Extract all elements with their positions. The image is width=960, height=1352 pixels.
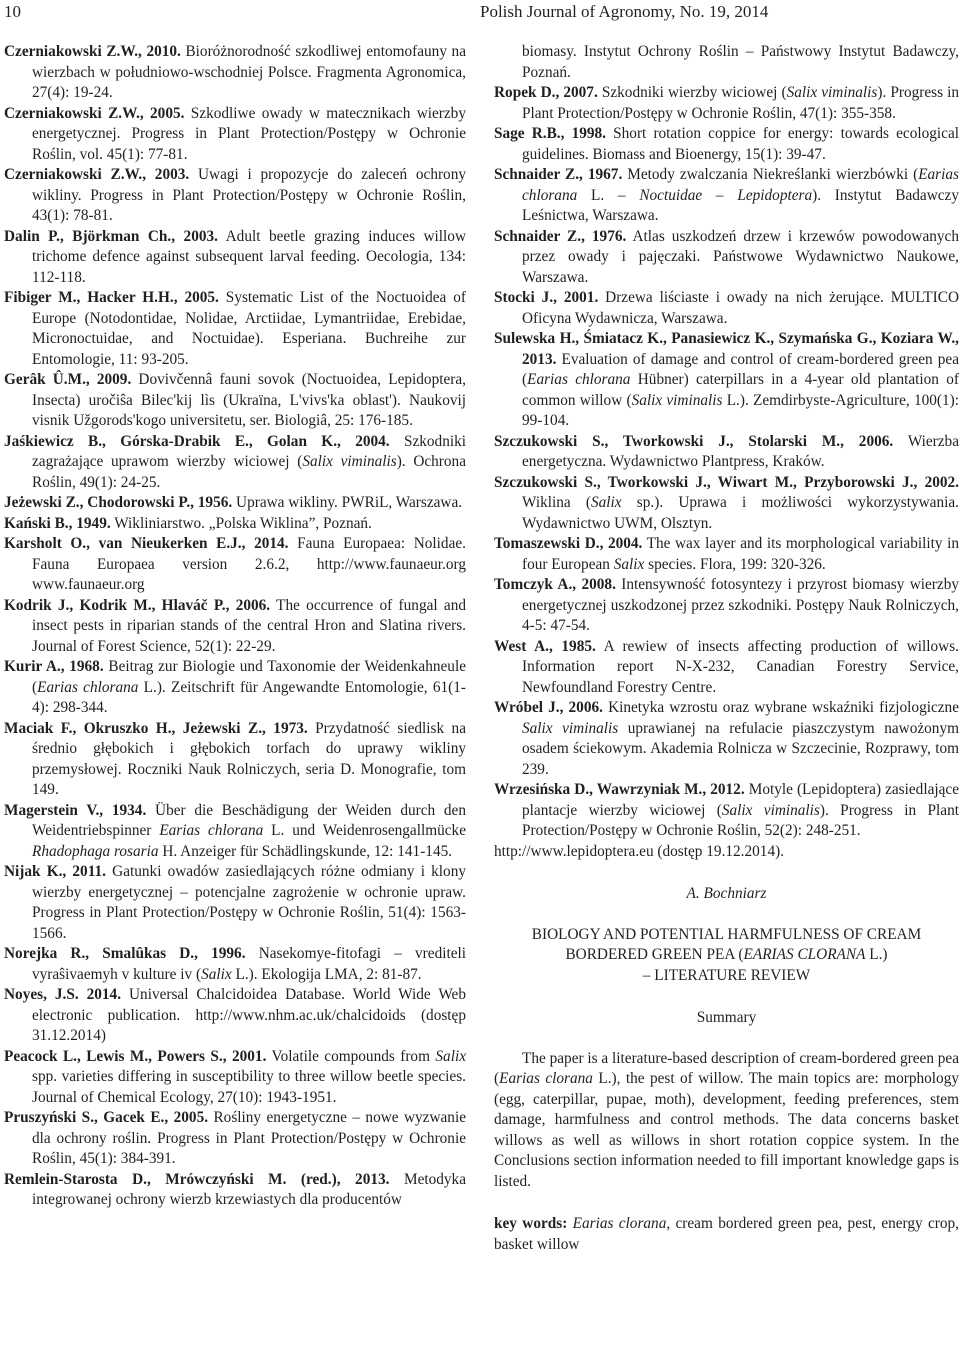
reference-entry: Sage R.B., 1998. Short rotation coppice for energy: towards ecological guidelines. Biomass and Bioenergy, 15(1): 39-47. [494, 125, 959, 163]
author-signature: A. Bochniarz [686, 885, 767, 902]
page-number: 10 [4, 2, 21, 21]
reference-entry: Maciak F., Okruszko H., Jeżewski Z., 1973. Przydatność siedlisk na średnio głębokich i głębokich torfach do uprawy wikliny przemysłowej. Roczniki Nauk Rolniczych, seria D. Monografie, tom 149. [4, 719, 466, 798]
reference-entry: Kodrik J., Kodrik M., Hlaváč P., 2006. The occurrence of fungal and insect pests in riparian stands of the central Hron and Slatina rivers. Journal of Forest Science, 52(1): 22-29. [4, 596, 466, 655]
reference-entry: Wróbel J., 2006. Kinetyka wzrostu oraz wybrane wskaźniki fizjologiczne Salix viminalis uprawianej na refulacie piaszczystym nawożonym osadem ściekowym. Akademia Rolnicza w Szczecinie, Rozprawy, tom 239. [494, 699, 959, 778]
references-left-column [4, 42, 466, 1211]
reference-entry: Czerniakowski Z.W., 2010. Bioróżnorodność szkodliwej entomofauny na wierzbach w południowo-wschodniej Polsce. Fragmenta Agronomica, 27(4): 19-24. [4, 43, 466, 101]
reference-entry: Czerniakowski Z.W., 2005. Szkodliwe owady w matecznikach wierzby energetycznej. Progress in Plant Protection/Postępy w Ochronie Roślin, vol. 45(1): 77-81. [4, 104, 466, 163]
reference-entry: Karsholt O., van Nieukerken E.J., 2014. Fauna Europaea: Nolidae. Fauna Europaea version 2.6.2, http://www.faunaeur.org www.faunaeur.org [4, 535, 466, 593]
reference-entry: West A., 1985. A rewiew of insects affecting production of willows. Information report N-X-232, Canadian Forestry Service, Newfoundland Forestry Centre. [494, 637, 959, 696]
english-title [494, 925, 959, 987]
summary-heading: Summary [696, 1009, 757, 1026]
reference-entry: Szczukowski S., Tworkowski J., Stolarski M., 2006. Wierzba energetyczna. Wydawnictwo Plantpress, Kraków. [494, 432, 959, 470]
reference-entry: Nijak K., 2011. Gatunki owadów zasiedlających różne odmiany i klony wierzby energetycznej – potencjalne zagrożenie w ochronie upraw. Progress in Plant Protection/Postępy w Ochronie Roślin, 51(4): 1563-1566. [4, 863, 466, 942]
reference-entry: Stocki J., 2001. Drzewa liściaste i owady na nich żerujące. MULTICO Oficyna Wydawnicza, Warszawa. [494, 289, 959, 327]
reference-entry: Ropek D., 2007. Szkodniki wierzby wiciowej (Salix viminalis). Progress in Plant Protection/Postępy w Ochronie Roślin, 47(1): 355-358. [494, 84, 960, 122]
reference-entry: Magerstein V., 1934. Über die Beschädigung der Weiden durch den Weidentriebspinner Earias chlorana L. und Weidenrosengallmücke Rhadophaga rosaria H. Anzeiger für Schädlingskunde, 12: 141-145. [4, 801, 466, 860]
page-header [0, 0, 960, 30]
reference-entry: Wrzesińska D., Wawrzyniak M., 2012. Motyle (Lepidoptera) zasiedlające plantacje wierzby wiciowej (Salix viminalis). Progress in Plant Protection/Postępy w Ochronie Roślin, 52(2): 248-251. [494, 781, 959, 839]
reference-entry: Kurir A., 1968. Beitrag zur Biologie und Taxonomie der Weidenkahneule (Earias chlorana L.). Zeitschrift für Angewandte Entomologie, 61(1-4): 298-344. [4, 658, 467, 716]
reference-entry: Remlein-Starosta D., Mrówczyński M. (red.), 2013. Metodyka integrowanej ochrony wierzb krzewiastych dla producentów [4, 1170, 466, 1208]
journal-title: Polish Journal of Agronomy, No. 19, 2014 [480, 2, 769, 21]
reference-entry: Gerâk Û.M., 2009. Dovivčennâ fauni sovok (Noctuoidea, Lepidoptera, Insecta) uročiŝa Bilec'kij lìs (Ukraïna, L'vivs'ka oblast'). Naukovij visnik Užgorods'kogo universitetu, ser. Biologiâ, 25: 176-185. [4, 371, 466, 429]
reference-entry: Schnaider Z., 1976. Atlas uszkodzeń drzew i krzewów powodowanych przez owady i pajęczaki. Państwowe Wydawnictwo Naukowe, Warszawa. [494, 227, 959, 286]
reference-url: http://www.lepidoptera.eu (dostęp 19.12.2014). [494, 842, 785, 860]
english-title-line-1: BIOLOGY AND POTENTIAL HARMFULNESS OF CREAM [531, 925, 922, 943]
english-title-line-2: BORDERED GREEN PEA (EARIAS CLORANA L.) [565, 946, 888, 963]
references-right-column [494, 42, 959, 842]
reference-entry: Kański B., 1949. Wikliniarstwo. „Polska Wiklina”, Poznań. [4, 514, 372, 532]
right-column [494, 42, 959, 1270]
reference-entry: Pruszyński S., Gacek E., 2005. Rośliny energetyczne – nowe wyzwanie dla ochrony roślin. Progress in Plant Protection/Postępy w Ochronie Roślin, 45(1): 384-391. [4, 1109, 466, 1167]
reference-entry: Norejka R., Smalûkas D., 1996. Nasekomye-fitofagi – vrediteli vyraŝivaemyh v kulture iv (Salix L.). Ekologija LMA, 2: 81-87. [4, 945, 467, 983]
summary-text: The paper is a literature-based description of cream-bordered green pea (Earias clorana L.), the pest of willow. The main topics are: morphology (egg, caterpillar, pupae, moth), development, feeding preferences, stem damage, harmfulness and control methods. The data concerns basket willows as well as willows in short rotation coppice system. In the Conclusions section information needed to fill important knowledge gaps is listed. [494, 1049, 960, 1190]
reference-entry: Fibiger M., Hacker H.H., 2005. Systematic List of the Noctuoidea of Europe (Notodontidae, Nolidae, Arctiidae, Lymantriidae, Erebidae, Micronoctuidae, and Noctuidae). Esperiana. Buchreihe zur Entomologie, 11: 93-205. [4, 289, 466, 368]
reference-entry: Peacock L., Lewis M., Powers S., 2001. Volatile compounds from Salix spp. varieties differing in susceptibility to three willow beetle species. Journal of Chemical Ecology, 27(10): 1943-1951. [4, 1047, 466, 1106]
english-title-line-3: – LITERATURE REVIEW [642, 966, 811, 984]
reference-entry: Sulewska H., Śmiatacz K., Panasiewicz K., Szymańska G., Koziara W., 2013. Evaluation of damage and control of cream-bordered green pea (Earias chlorana Hübner) caterpillars in a 4-year old plantation of common willow (Salix viminalis L.). Zemdirbyste-Agriculture, 100(1): 99-104. [494, 330, 959, 429]
reference-entry: Jeżewski Z., Chodorowski P., 1956. Uprawa wikliny. PWRiL, Warszawa. [4, 494, 463, 511]
reference-entry: Tomaszewski D., 2004. The wax layer and its morphological variability in four European Salix species. Flora, 199: 320-326. [494, 535, 959, 573]
keywords: key words: Earias clorana, cream bordered green pea, pest, energy crop, basket willow [494, 1215, 959, 1253]
reference-entry: Czerniakowski Z.W., 2003. Uwagi i propozycje do zaleceń ochrony wikliny. Progress in Plant Protection/Postępy w Ochronie Roślin, 43(1): 78-81. [4, 166, 467, 224]
reference-entry: biomasy. Instytut Ochrony Roślin – Państwowy Instytut Badawczy, Poznań. [522, 43, 959, 81]
reference-entry: Noyes, J.S. 2014. Universal Chalcidoidea Database. World Wide Web electronic publication. http://www.nhm.ac.uk/chalcidoids (dostęp 31.12.2014) [4, 986, 466, 1044]
reference-entry: Szczukowski S., Tworkowski J., Wiwart M., Przyborowski J., 2002. Wiklina (Salix sp.). Uprawa i możliwości wykorzystywania. Wydawnictwo UWM, Olsztyn. [494, 473, 959, 532]
reference-entry: Dalin P., Björkman Ch., 2003. Adult beetle grazing induces willow trichome defence against subsequent larval feeding. Oecologia, 134: 112-118. [4, 227, 466, 286]
reference-entry: Jaśkiewicz B., Górska-Drabik E., Golan K., 2004. Szkodniki zagrażające uprawom wierzby wiciowej (Salix viminalis). Ochrona Roślin, 49(1): 24-25. [4, 432, 466, 491]
reference-entry: Schnaider Z., 1967. Metody zwalczania Niekreślanki wierzbówki (Earias chlorana L. – Noctuidae – Lepidoptera). Instytut Badawczy Leśnictwa, Warszawa. [494, 166, 959, 224]
reference-entry: Tomczyk A., 2008. Intensywność fotosyntezy i przyrost biomasy wierzby energetycznej uszkodzonej przez szkodniki. Postępy Nauk Rolniczych, 4-5: 47-54. [494, 576, 959, 634]
